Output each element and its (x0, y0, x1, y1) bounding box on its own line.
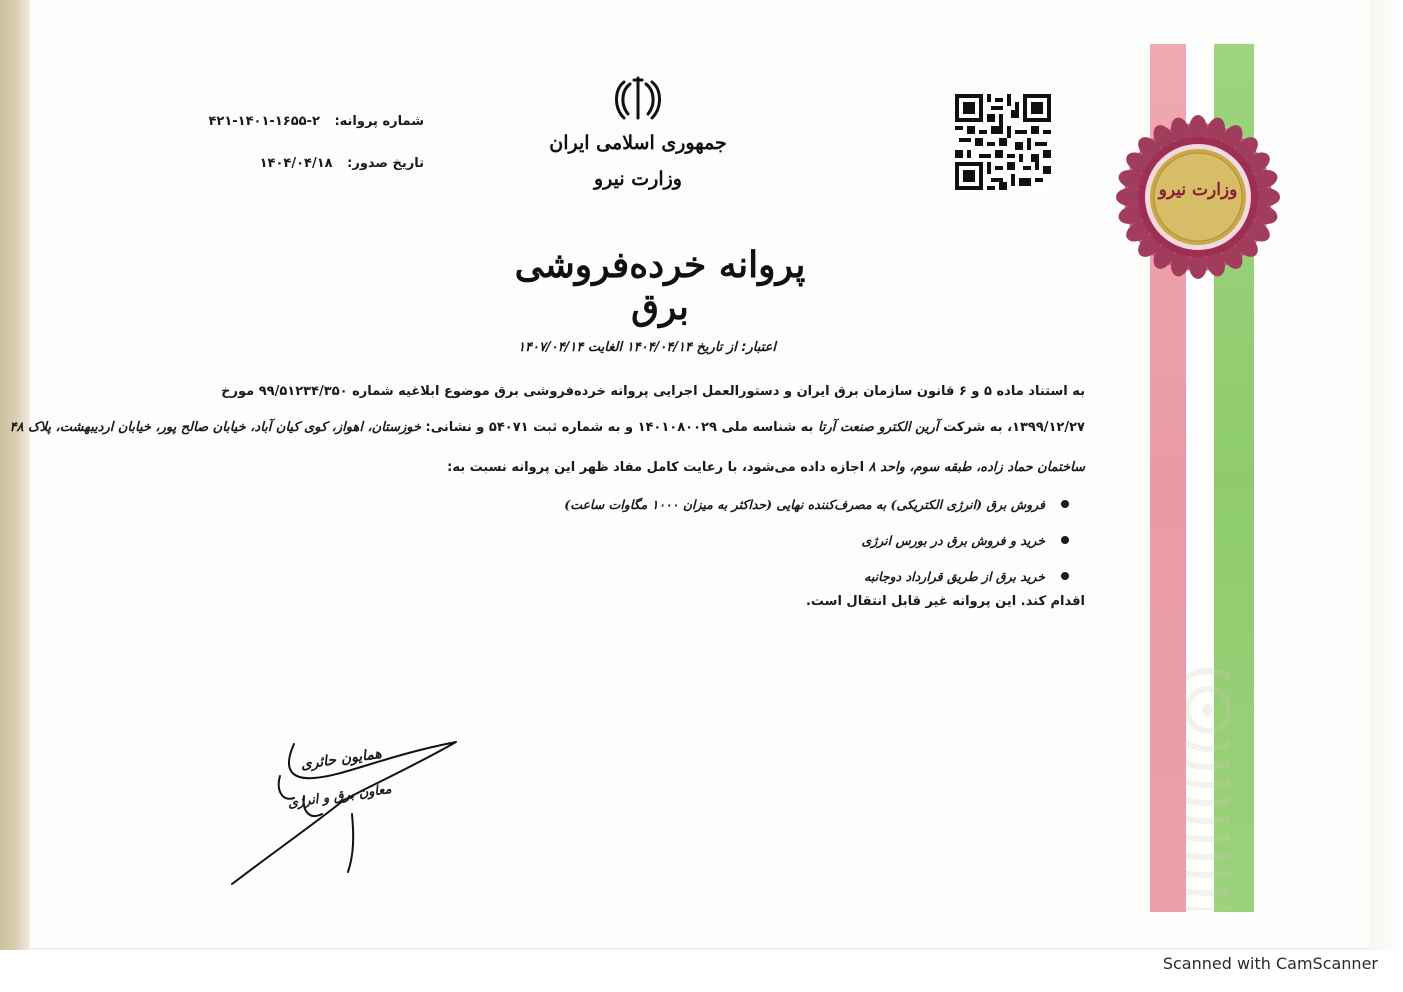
signatory-title: معاون برق و انرژی (286, 781, 393, 812)
scanner-watermark: Scanned with CamScanner (1162, 954, 1378, 973)
body-line-2 (10, 420, 1085, 435)
body-line-2b: به شناسه ملی ۱۴۰۱۰۸۰۰۲۹ و به شماره ثبت ۵۴۰۷۱ و نشانی: (425, 420, 814, 435)
company-name: آرین الکترو صنعت آرتا (817, 420, 939, 435)
list-item-text: خرید و فروش برق در بورس انرژی (861, 532, 1045, 548)
license-number-label: شماره پروانه: (334, 114, 424, 129)
license-number-value: ۲-۱۶۵۵-۱۴۰۱-۴۲۱ (208, 114, 320, 129)
body-line-1: به استناد ماده ۵ و ۶ قانون سازمان برق ایران و دستورالعمل اجرایی پروانه خرده‌فروشی برق موضوع ابلاغیه شماره ۹۹/۵۱۲۳۴/۳۵۰ مورخ (221, 384, 1085, 399)
issue-date-label: تاریخ صدور: (347, 156, 424, 171)
bullet-dot-icon (1061, 500, 1069, 508)
address-part-1: خوزستان، اهواز، کوی کیان آباد، خیابان صالح پور، خیابان اردیبهشت، پلاک ۴۸ (9, 420, 422, 435)
closing-statement: اقدام کند. این پروانه غیر قابل انتقال است. (805, 594, 1085, 609)
list-item (629, 522, 1069, 558)
permitted-activities-list (564, 486, 1069, 594)
ministry-name: وزارت نیرو (594, 168, 682, 190)
list-item-text: خرید برق از طریق قرارداد دوجانبه (864, 568, 1045, 584)
paper-margin (1370, 0, 1403, 950)
seal-text: وزارت نیرو (1158, 180, 1238, 200)
body-line-3 (447, 460, 1085, 475)
body-line-2a: ۱۳۹۹/۱۲/۲۷، به شرکت (943, 420, 1085, 435)
ribbon-floral-pattern (1186, 660, 1230, 910)
iran-emblem-icon (612, 72, 664, 124)
list-item-text: فروش برق (انرژی الکتریکی) به مصرف‌کننده نهایی (حداکثر به میزان ۱۰۰۰ مگاوات ساعت) (564, 496, 1045, 512)
address-part-2: ساختمان حماد زاده، طبقه سوم، واحد ۸ (868, 460, 1085, 475)
bullet-dot-icon (1061, 536, 1069, 544)
qr-code-icon (955, 94, 1051, 190)
list-item (564, 486, 1069, 522)
issue-date-value: ۱۴۰۴/۰۴/۱۸ (259, 156, 333, 171)
government-name: جمهوری اسلامی ایران (549, 132, 727, 154)
paper-edge-shadow (0, 0, 30, 950)
document-title: پروانه خرده‌فروشی برق (514, 244, 806, 328)
bullet-dot-icon (1061, 572, 1069, 580)
validity-period: اعتبار: از تاریخ ۱۴۰۴/۰۴/۱۴ الغایت ۱۴۰۷/۰۴/۱۴ (518, 340, 776, 355)
body-line-3b: اجازه داده می‌شود، با رعایت کامل مفاد ظهر این پروانه نسبت به: (447, 460, 865, 475)
license-number (208, 114, 424, 129)
list-item (629, 558, 1069, 594)
signatory-name: همایون حائری (299, 745, 383, 774)
issue-date (259, 156, 424, 171)
